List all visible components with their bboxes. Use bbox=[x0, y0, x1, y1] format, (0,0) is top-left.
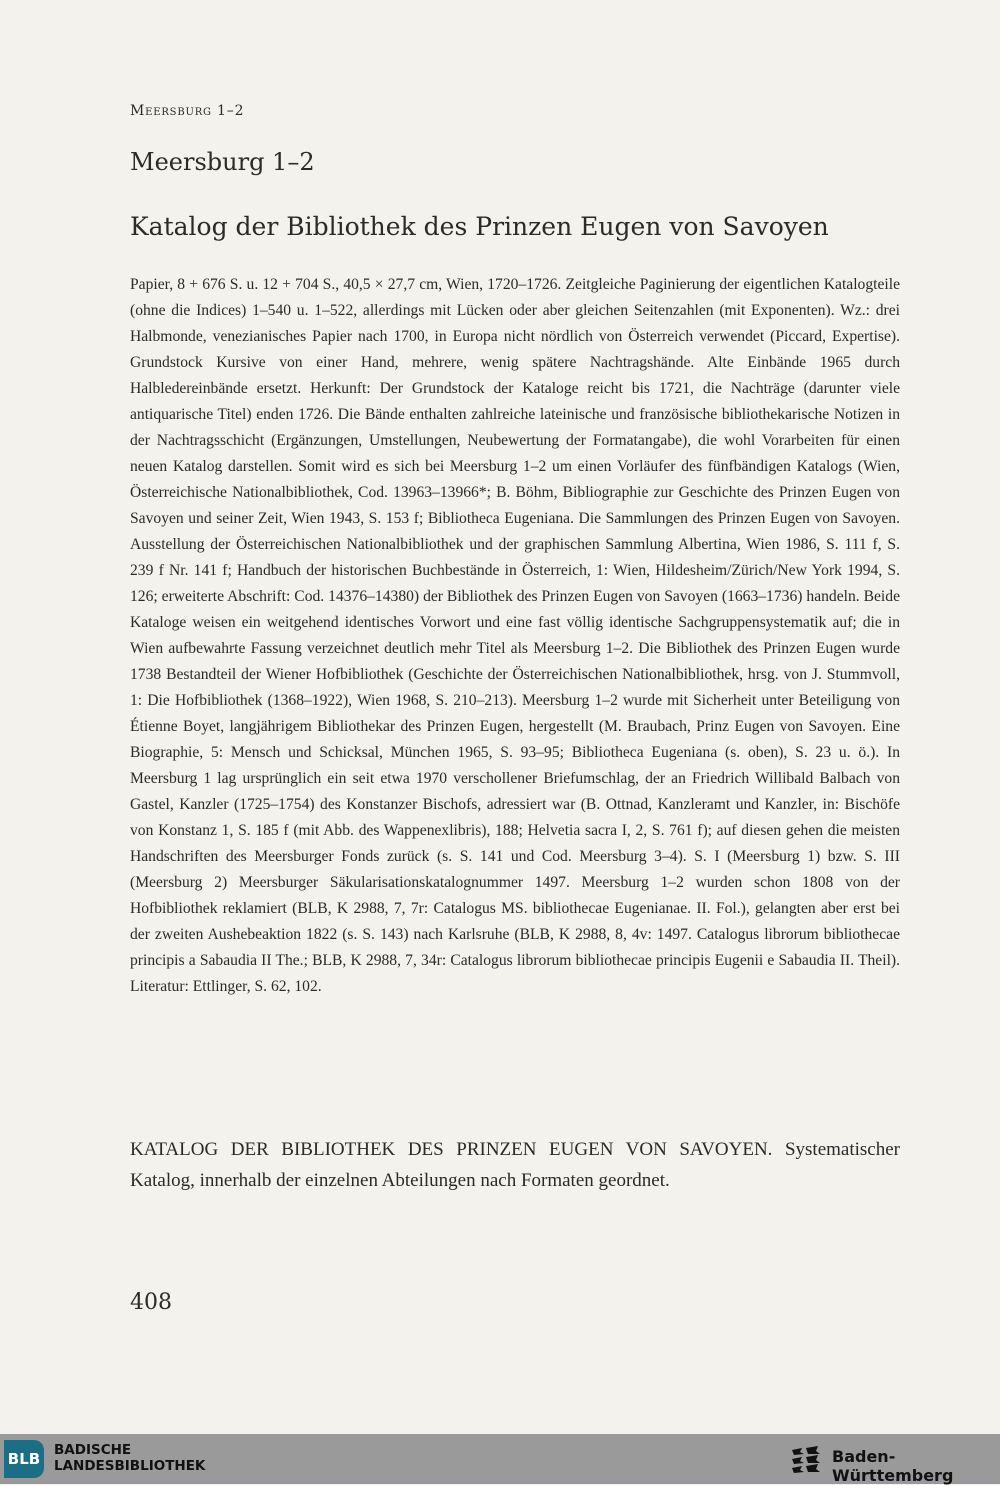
shelfmark-heading: Meersburg 1–2 bbox=[130, 148, 315, 176]
blb-name-line2: LANDESBIBLIOTHEK bbox=[54, 1458, 206, 1474]
blb-name[interactable] bbox=[54, 1442, 205, 1474]
description-paragraph bbox=[130, 272, 900, 1000]
manuscript-title: Katalog der Bibliothek des Prinzen Eugen von Savoyen bbox=[130, 212, 829, 241]
page-number: 408 bbox=[130, 1290, 172, 1315]
blb-logo[interactable]: BLB bbox=[4, 1440, 44, 1478]
catalog-entry: KATALOG DER BIBLIOTHEK DES PRINZEN EUGEN VON SAVOYEN. Systematischer Katalog, innerhalb der einzelnen Abteilungen nach Formaten geordnet. bbox=[130, 1139, 900, 1191]
lions-emblem-icon bbox=[788, 1442, 822, 1476]
blb-name-line1: BADISCHE bbox=[54, 1442, 132, 1458]
bw-name[interactable]: Baden-Württemberg bbox=[832, 1447, 954, 1485]
description-text: Papier, 8 + 676 S. u. 12 + 704 S., 40,5 × 27,7 cm, Wien, 1720–1726. Zeitgleiche Paginierung der eigentlichen Katalogteile (ohne die Indices) 1–540 u. 1–522, allerdings mit Lücken oder aber gleichen Seitenzahlen (mit Exponenten). Wz.: drei Halbmonde, venezianisches Papier nach 1700, in Europa nicht nördlich von Österreich verwendet (Piccard, Expertise). Grundstock Kursive von einer Hand, mehrere, wenig spätere Nachtragshände. Alte Einbände 1965 durch Halbledereinbände ersetzt. Herkunft: Der Grundstock der Kataloge reicht bis 1721, die Nachträge (darunter viele antiquarische Titel) enden 1726. Die Bände enthalten zahlreiche lateinische und französische bibliothekarische Notizen in der Nachtragsschicht (Ergänzungen, Umstellungen, Neubewertung der Formatangabe), die wohl Vorarbeiten für einen neuen Katalog darstellen. Somit wird es sich bei Meersburg 1–2 um einen Vorläufer des fünfbändigen Katalogs (Wien, Österreichische Nationalbibliothek, Cod. 13963–13966*; B. Böhm, Bibliographie zur Geschichte des Prinzen Eugen von Savoyen und seiner Zeit, Wien 1943, S. 153 f; Bibliotheca Eugeniana. Die Sammlungen des Prinzen Eugen von Savoyen. Ausstellung der Österreichischen Nationalbibliothek und der graphischen Sammlung Albertina, Wien 1986, S. 111 f, S. 239 f Nr. 141 f; Handbuch der historischen Buchbestände in Österreich, 1: Wien, Hildesheim/Zürich/New York 1994, S. 126; erweiterte Abschrift: Cod. 14376–14380) der Bibliothek des Prinzen Eugen von Savoyen (1663–1736) handeln. Beide Kataloge weisen ein weitgehend identisches Vorwort und eine fast völlig identische Sachgruppensystematik auf; die in Wien aufbewahrte Fassung verzeichnet deutlich mehr Titel als Meersburg 1–2. Die Bibliothek des Prinzen Eugen wurde 1738 Bestandteil der Wiener Hofbibliothek (Geschichte der Österreichischen Nationalbibliothek, hrsg. von J. Stummvoll, 1: Die Hofbibliothek (1368–1922), Wien 1968, S. 210–213). Meersburg 1–2 wurde mit Sicherheit unter Beteiligung von Étienne Boyet, langjährigem Bibliothekar des Prinzen Eugen, hergestellt (M. Braubach, Prinz Eugen von Savoyen. Eine Biographie, 5: Mensch und Schicksal, München 1965, S. 93–95; Bibliotheca Eugeniana (s. oben), S. 23 u. ö.). In Meersburg 1 lag ursprünglich ein seit etwa 1970 verschollener Briefumschlag, der an Friedrich Willibald Balbach von Gastel, Kanzler (1725–1754) des Konstanzer Bischofs, adressiert war (B. Ottnad, Kanzleramt und Kanzler, in: Bischöfe von Konstanz 1, S. 185 f (mit Abb. des Wappenexlibris), 188; Helvetia sacra I, 2, S. 761 f); auf diesen gehen die meisten Handschriften des Meersburger Fonds zurück (s. S. 141 und Cod. Meersburg 3–4). S. I (Meersburg 1) bzw. S. III (Meersburg 2) Meersburger Säkularisationskatalognummer 1497. Meersburg 1–2 wurden schon 1808 von der Hofbibliothek reklamiert (BLB, K 2988, 7, 7r: Catalogus MS. bibliothecae Eugenianae. II. Fol.), gelangten aber erst bei der zweiten Aushebeaktion 1822 (s. S. 143) nach Karlsruhe (BLB, K 2988, 8, 4v: 1497. Catalogus librorum bibliothecae principis a Sabaudia II The.; BLB, K 2988, 7, 34r: Catalogus librorum bibliothecae principis Eugenii e Sabaudia II. Theil). Literatur: Ettlinger, S. 62, 102. bbox=[130, 276, 900, 995]
running-head: Meersburg 1–2 bbox=[130, 103, 245, 119]
footer-bar bbox=[0, 1434, 1000, 1484]
